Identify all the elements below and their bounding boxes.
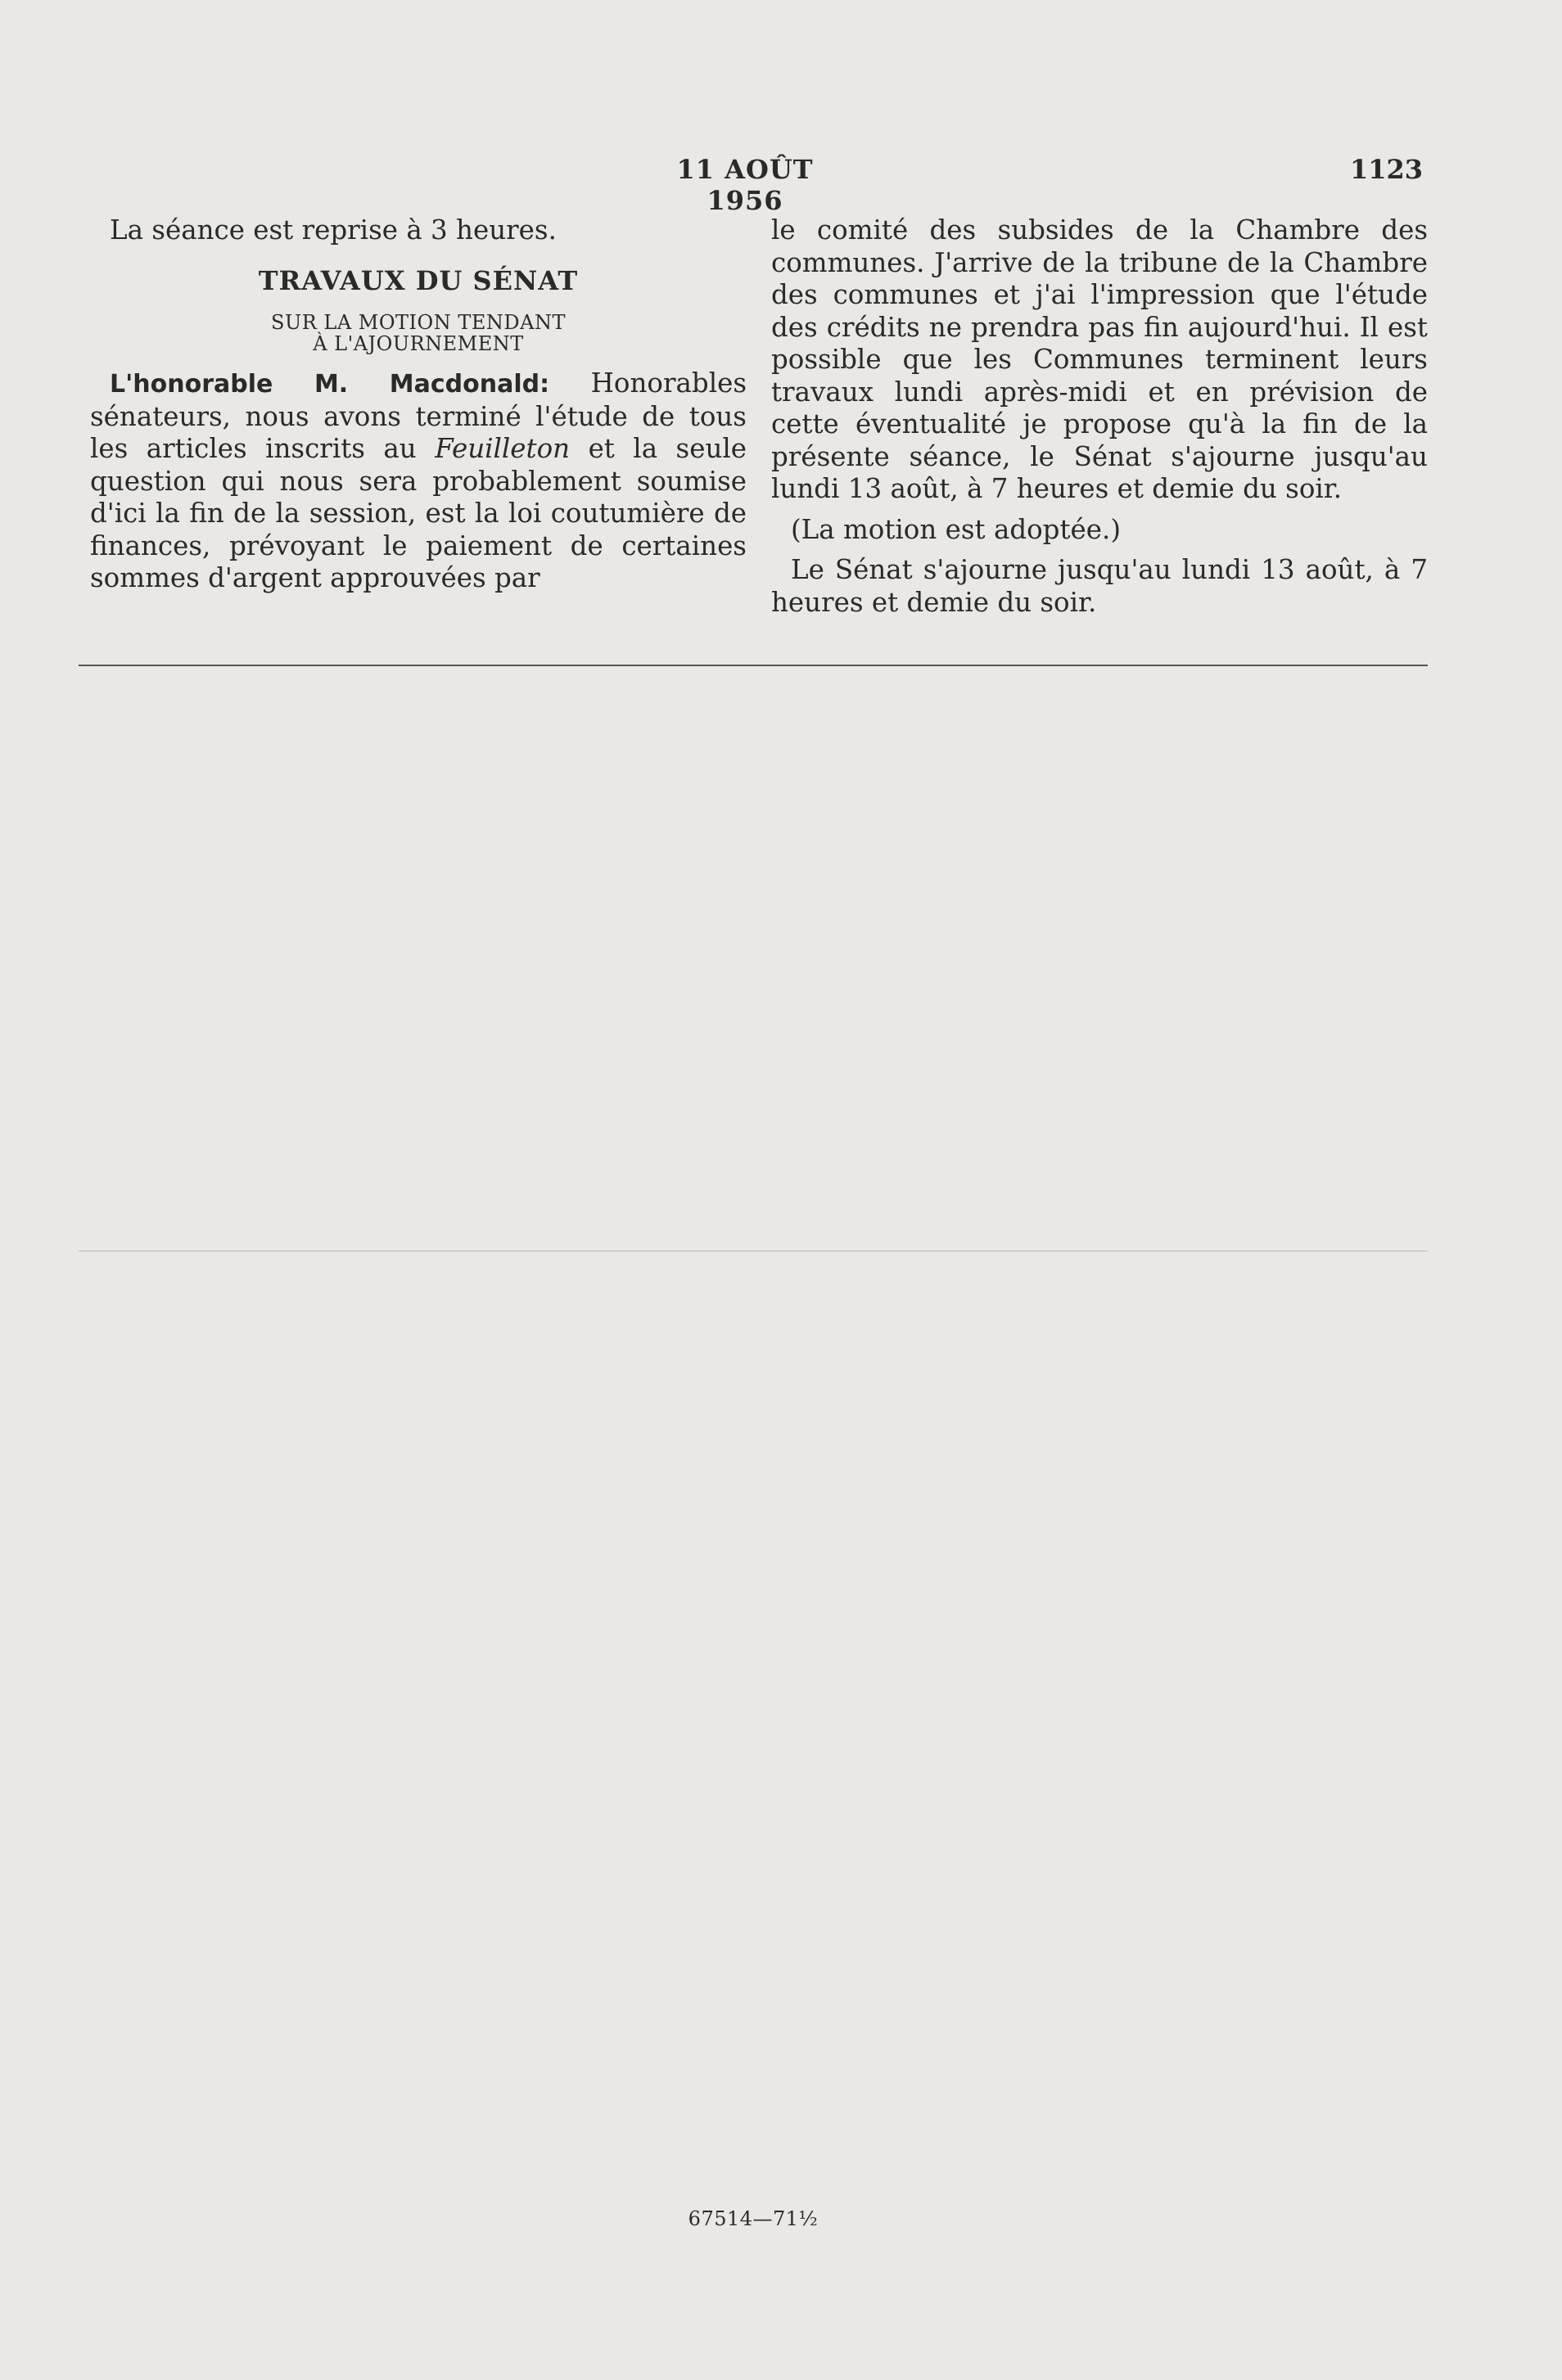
speech-text-part2: et la seule question qui nous sera probablement soumise d'ici la fin de la session, est la loi coutumière de finances, prévoyant le paiement de certaines sommes d'argent approuvées par — [90, 433, 747, 593]
speech-paragraph — [90, 367, 747, 595]
speaker-name: L'honorable M. Macdonald: — [110, 370, 550, 399]
section-subtitle — [90, 312, 747, 354]
motion-result: (La motion est adoptée.) — [791, 513, 1122, 545]
speech-continuation: le comité des subsides de la Chambre des communes. J'arrive de la tribune de la Chambre des communes et j'ai l'impression que l'étude des crédits ne prendra pas fin aujourd'hui. Il est possible que les Communes terminent leurs travaux lundi après-midi et en prévision de cette éventualité je propose qu'à la fin de la présente séance, le Sénat s'ajourne jusqu'au lundi 13 août, à 7 heures et demie du soir. — [771, 214, 1428, 504]
left-column — [90, 214, 747, 595]
page-number: 1123 — [1349, 154, 1423, 185]
section-divider — [79, 665, 1428, 666]
section-title: TRAVAUX DU SÉNAT — [258, 264, 579, 296]
section-subtitle-line1: SUR LA MOTION TENDANT — [271, 311, 566, 334]
session-resumed-text: La séance est reprise à 3 heures. — [110, 214, 557, 246]
right-column — [771, 214, 1428, 619]
section-subtitle-line2: À L'AJOURNEMENT — [313, 332, 524, 355]
footer-code: 67514—71½ — [688, 2207, 819, 2230]
adjournment-text: Le Sénat s'ajourne jusqu'au lundi 13 août, à 7 heures et demie du soir. — [771, 554, 1428, 618]
header-date: 11 AOÛT 1956 — [676, 154, 814, 216]
speech-italic-term: Feuilleton — [435, 433, 571, 464]
speech-text-part1: Honorables sénateurs, nous avons terminé l'étude de tous les articles inscrits au — [90, 367, 747, 464]
